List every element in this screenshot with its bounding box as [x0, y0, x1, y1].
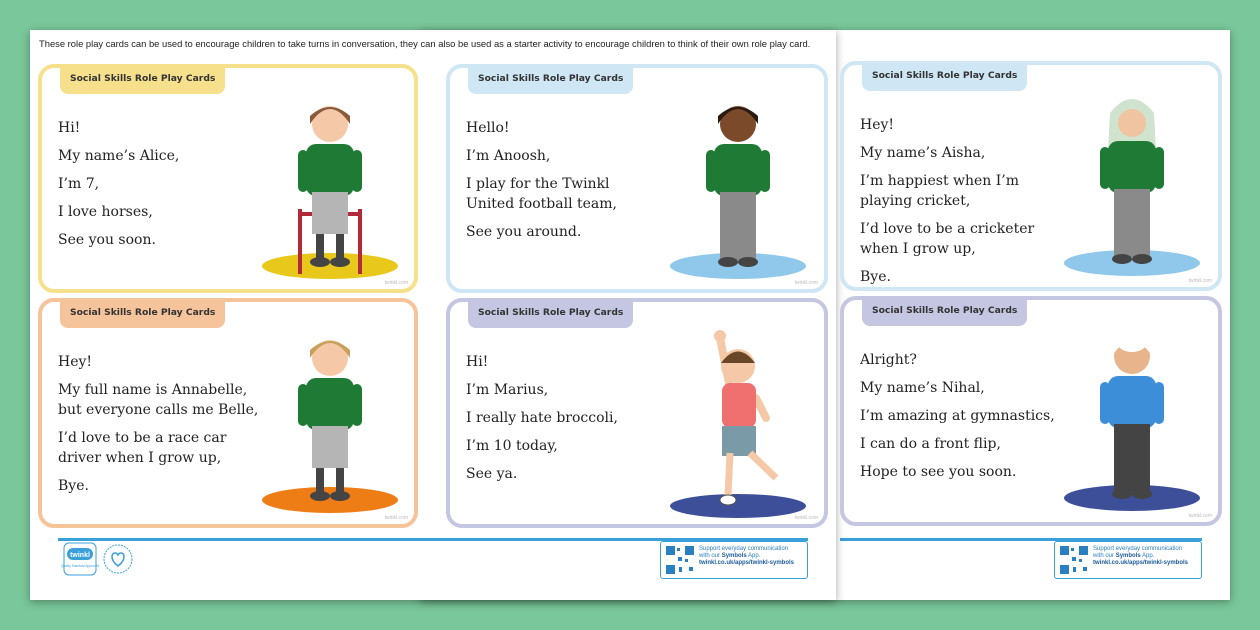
watermark: twinkl.com	[1188, 513, 1212, 519]
dialogue-line: Hey!	[58, 354, 93, 370]
dialogue-line: I love horses,	[58, 204, 153, 220]
card-dialogue	[58, 118, 268, 258]
symbols-app-text: Support everyday communication with our Symbols App. twinkl.co.uk/apps/twinkl-symbols	[1093, 546, 1189, 566]
child-illustration-anoosh	[658, 94, 818, 274]
dialogue-line: Hi!	[58, 120, 81, 136]
dialogue-line: I’m happiest when I’m playing cricket,	[860, 173, 1020, 209]
symbols-line1: Support everyday communication	[1093, 546, 1183, 552]
dialogue-line: I’m 10 today,	[466, 438, 558, 454]
watermark: twinkl.com	[794, 515, 818, 521]
accessibility-heart-icon	[102, 542, 134, 576]
dialogue-line: Hey!	[860, 117, 895, 133]
card-dialogue	[860, 115, 1070, 295]
symbols-app-badge	[660, 541, 808, 579]
symbols-url: twinkl.co.uk/apps/twinkl-symbols	[699, 560, 795, 566]
watermark: twinkl.com	[794, 280, 818, 286]
card-dialogue	[466, 352, 676, 492]
dialogue-line: I’d love to be a cricketer when I grow up,	[860, 221, 1035, 257]
card-tab-title: Social Skills Role Play Cards	[862, 61, 1027, 91]
twinkl-logo-icon	[60, 542, 100, 576]
dialogue-line: I’m Anoosh,	[466, 148, 551, 164]
dialogue-line: I’m amazing at gymnastics,	[860, 408, 1055, 424]
child-illustration-aisha	[1052, 91, 1212, 271]
symbols-line1: Support everyday communication	[699, 546, 789, 552]
dialogue-line: Hello!	[466, 120, 510, 136]
dialogue-line: My full name is Annabelle, but everyone calls me Belle,	[58, 382, 259, 418]
dialogue-line: See ya.	[466, 466, 518, 482]
role-play-card-nihal	[840, 296, 1222, 526]
twinkl-logo-sub: Quality Standard Approved	[60, 564, 100, 568]
child-illustration-marius	[658, 328, 818, 508]
card-tab-title: Social Skills Role Play Cards	[60, 298, 225, 328]
dialogue-line: See you soon.	[58, 232, 156, 248]
dialogue-line: Bye.	[58, 478, 89, 494]
card-dialogue	[860, 350, 1070, 490]
dialogue-line: I can do a front flip,	[860, 436, 1001, 452]
intro-text: These role play cards can be used to encourage children to take turns in conversation, they can also be used as a starter activity to encourage children to think of their own role play card.	[39, 38, 811, 49]
card-dialogue	[466, 118, 676, 250]
dialogue-line: I’m 7,	[58, 176, 100, 192]
watermark: twinkl.com	[384, 280, 408, 286]
dialogue-line: I play for the Twinkl United football team,	[466, 176, 617, 212]
watermark: twinkl.com	[384, 515, 408, 521]
card-tab-title: Social Skills Role Play Cards	[468, 64, 633, 94]
symbols-app-text: Support everyday communication with our Symbols App. twinkl.co.uk/apps/twinkl-symbols	[699, 546, 795, 566]
card-tab-title: Social Skills Role Play Cards	[468, 298, 633, 328]
role-play-card-anoosh	[446, 64, 828, 293]
dialogue-line: My name’s Nihal,	[860, 380, 985, 396]
role-play-card-annabelle	[38, 298, 418, 528]
dialogue-line: Bye.	[860, 269, 891, 285]
symbols-url: twinkl.co.uk/apps/twinkl-symbols	[1093, 560, 1189, 566]
qr-code-icon	[1059, 545, 1089, 575]
role-play-card-aisha	[840, 61, 1222, 291]
card-dialogue	[58, 352, 268, 504]
dialogue-line: I’d love to be a race car driver when I grow up,	[58, 430, 227, 466]
qr-code-icon	[665, 545, 695, 575]
symbols-app-badge	[1054, 541, 1202, 579]
child-illustration-alice	[250, 94, 410, 274]
child-illustration-nihal	[1052, 326, 1212, 506]
dialogue-line: See you around.	[466, 224, 582, 240]
twinkl-logo-text: twinkl	[70, 552, 90, 559]
dialogue-line: I’m Marius,	[466, 382, 549, 398]
dialogue-line: My name’s Alice,	[58, 148, 180, 164]
watermark: twinkl.com	[1188, 278, 1212, 284]
role-play-card-marius	[446, 298, 828, 528]
role-play-card-alice	[38, 64, 418, 293]
dialogue-line: I really hate broccoli,	[466, 410, 618, 426]
dialogue-line: My name’s Aisha,	[860, 145, 986, 161]
dialogue-line: Hi!	[466, 354, 489, 370]
dialogue-line: Hope to see you soon.	[860, 464, 1017, 480]
child-illustration-annabelle	[250, 328, 410, 508]
dialogue-line: Alright?	[860, 352, 917, 368]
card-tab-title: Social Skills Role Play Cards	[862, 296, 1027, 326]
card-tab-title: Social Skills Role Play Cards	[60, 64, 225, 94]
